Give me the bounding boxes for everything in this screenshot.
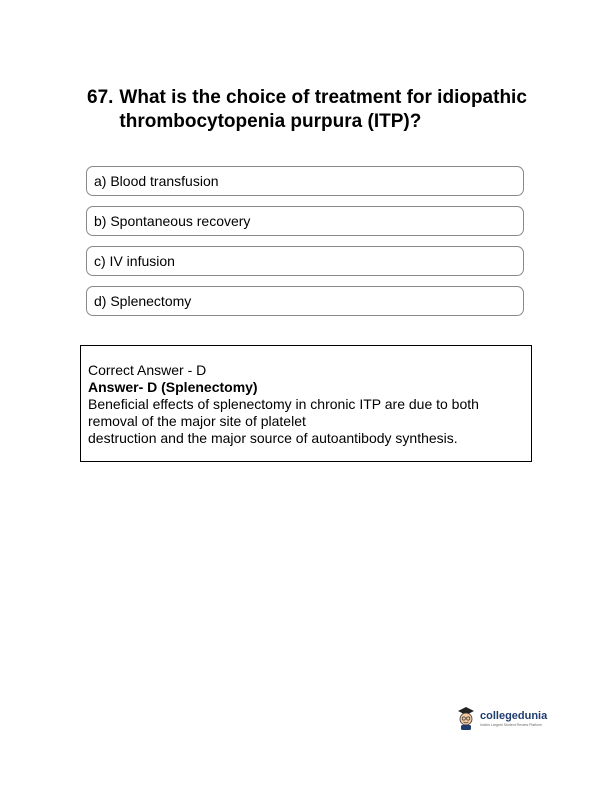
explanation-line-3: destruction and the major source of autoantibody synthesis. — [88, 430, 458, 446]
option-c[interactable]: c) IV infusion — [86, 246, 524, 276]
brand-name: collegedunia — [480, 710, 548, 722]
correct-answer: Correct Answer - D — [88, 362, 207, 378]
answer-box — [80, 345, 532, 462]
explanation-line-2: removal of the major site of platelet — [88, 413, 306, 429]
option-b[interactable]: b) Spontaneous recovery — [86, 206, 524, 236]
option-a[interactable]: a) Blood transfusion — [86, 166, 524, 196]
question-heading — [87, 86, 527, 134]
question-number: 67. — [87, 87, 114, 108]
option-d[interactable]: d) Splenectomy — [86, 286, 524, 316]
mascot-icon — [456, 705, 476, 731]
collegedunia-logo — [456, 705, 566, 739]
explanation-line-1: Beneficial effects of splenectomy in chronic ITP are due to both — [88, 396, 479, 412]
question-text: What is the choice of treatment for idiopathic thrombocytopenia purpura (ITP)? — [119, 87, 527, 132]
brand-tagline: India's Largest Student Review Platform — [480, 723, 543, 727]
answer-heading: Answer- D (Splenectomy) — [88, 379, 258, 395]
